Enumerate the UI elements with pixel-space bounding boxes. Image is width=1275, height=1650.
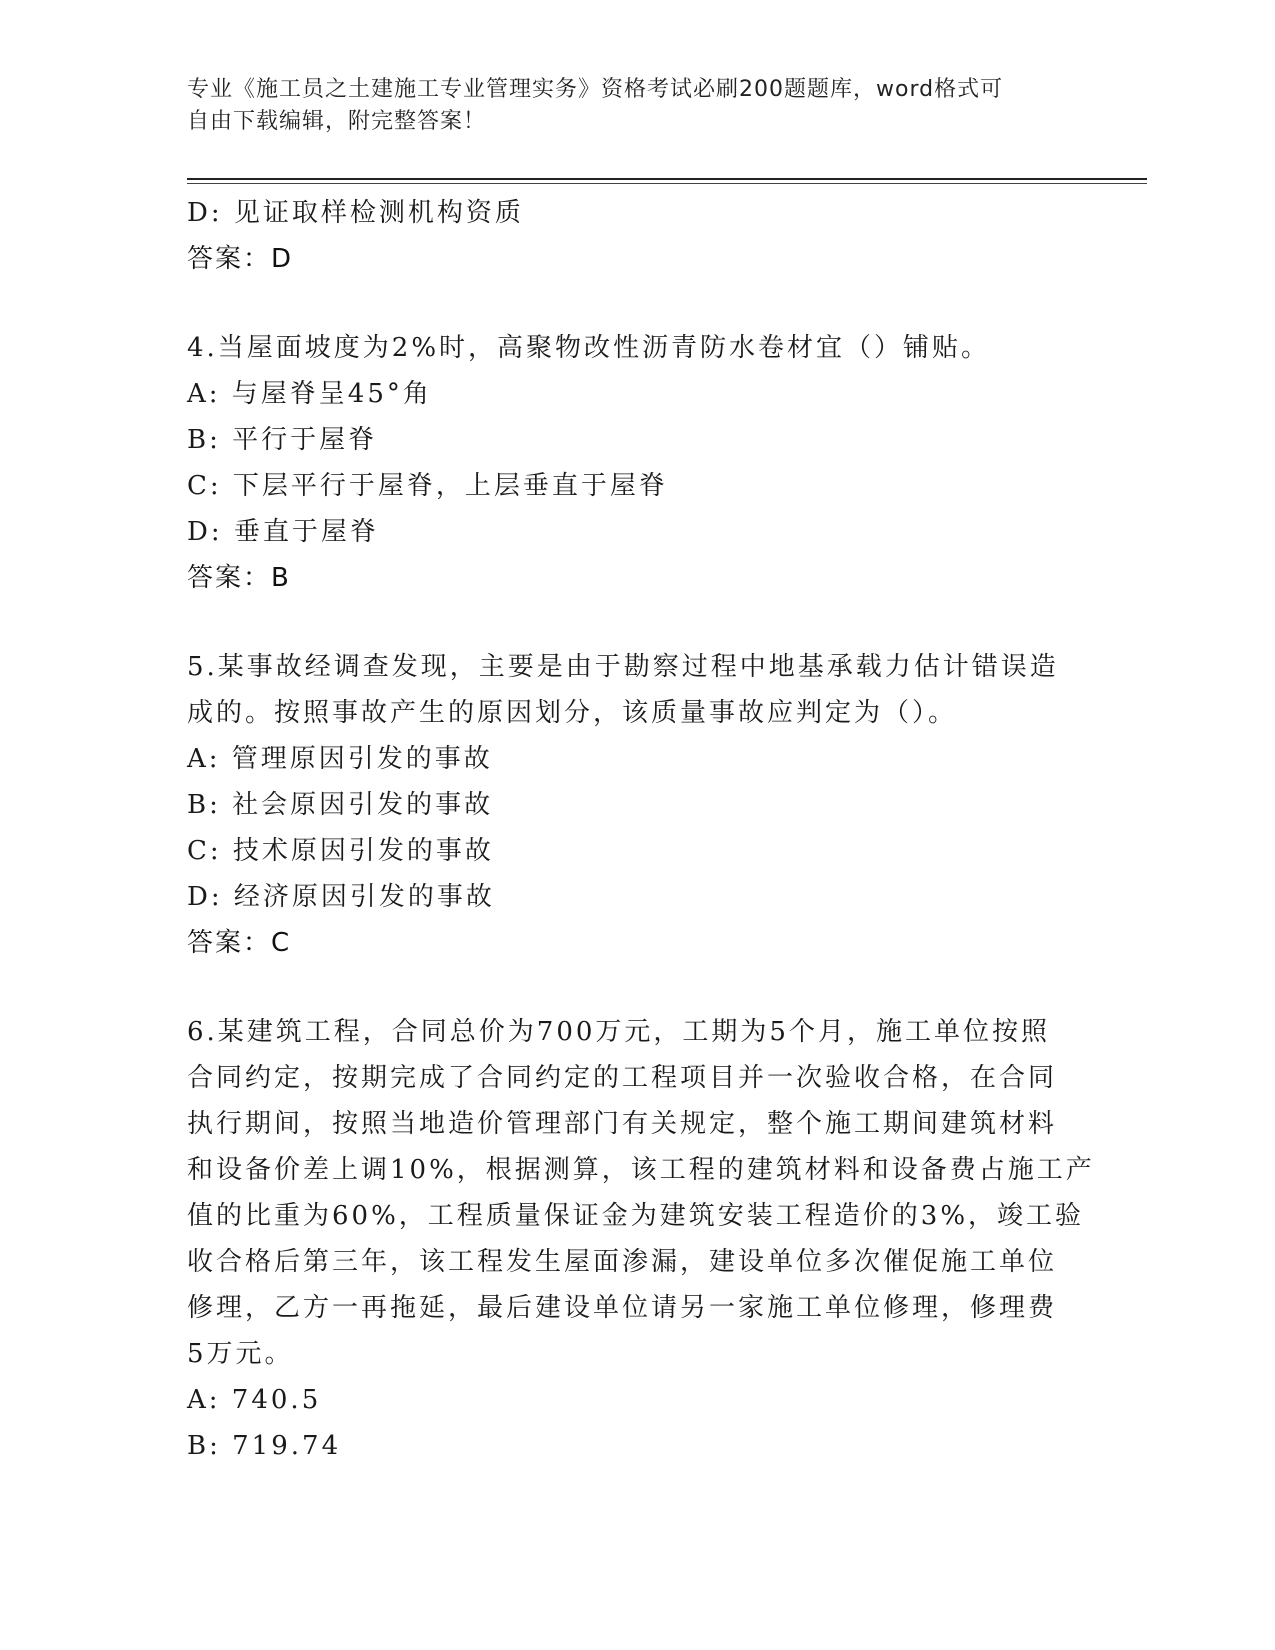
option-a: A: 与屋脊呈45°角 — [187, 379, 432, 409]
question-stem-line: 执行期间，按照当地造价管理部门有关规定，整个施工期间建筑材料 — [187, 1109, 1058, 1139]
question-stem-line: 收合格后第三年，该工程发生屋面渗漏，建设单位多次催促施工单位 — [187, 1247, 1058, 1277]
spacer — [187, 966, 1087, 1009]
question-stem-line: 和设备价差上调10%，根据测算，该工程的建筑材料和设备费占施工产 — [187, 1155, 1095, 1185]
header-divider-thin — [187, 183, 1147, 184]
header-line-1: 专业《施工员之土建施工专业管理实务》资格考试必刷200题题库，word格式可 — [187, 77, 1004, 102]
option-a: A: 740.5 — [187, 1385, 322, 1415]
spacer — [187, 282, 1087, 325]
question-stem-line: 5.某事故经调查发现，主要是由于勘察过程中地基承载力估计错误造 — [187, 652, 1059, 682]
question-5 — [187, 644, 1087, 966]
option-b: B: 平行于屋脊 — [187, 425, 378, 455]
option-d: D: 垂直于屋脊 — [187, 517, 379, 547]
spacer — [187, 601, 1087, 644]
question-4 — [187, 325, 1087, 601]
option-c: C: 下层平行于屋脊，上层垂直于屋脊 — [187, 471, 668, 501]
option-b: B: 社会原因引发的事故 — [187, 790, 494, 820]
question-3-tail — [187, 190, 1087, 282]
question-stem-line: 6.某建筑工程，合同总价为700万元，工期为5个月，施工单位按照 — [187, 1017, 1050, 1047]
question-stem-line: 5万元。 — [187, 1339, 294, 1369]
question-stem-line: 成的。按照事故产生的原因划分，该质量事故应判定为（）。 — [187, 698, 958, 728]
option-d: D: 见证取样检测机构资质 — [187, 198, 524, 228]
option-c: C: 技术原因引发的事故 — [187, 836, 494, 866]
header-line-2: 自由下载编辑，附完整答案！ — [187, 109, 487, 134]
option-b: B: 719.74 — [187, 1431, 342, 1461]
header-divider-thick — [187, 178, 1147, 180]
answer-line: 答案：D — [187, 244, 294, 274]
document-body — [187, 190, 1095, 1469]
answer-line: 答案：C — [187, 928, 292, 958]
question-6 — [187, 1009, 1095, 1469]
question-stem-line: 值的比重为60%，工程质量保证金为建筑安装工程造价的3%，竣工验 — [187, 1201, 1085, 1231]
option-a: A: 管理原因引发的事故 — [187, 744, 493, 774]
answer-line: 答案：B — [187, 563, 291, 593]
option-d: D: 经济原因引发的事故 — [187, 882, 495, 912]
question-stem-line: 4.当屋面坡度为2%时，高聚物改性沥青防水卷材宜（）铺贴。 — [187, 333, 991, 363]
question-stem-line: 修理，乙方一再拖延，最后建设单位请另一家施工单位修理，修理费 — [187, 1293, 1058, 1323]
question-stem-line: 合同约定，按期完成了合同约定的工程项目并一次验收合格，在合同 — [187, 1063, 1058, 1093]
document-header — [187, 74, 1087, 138]
